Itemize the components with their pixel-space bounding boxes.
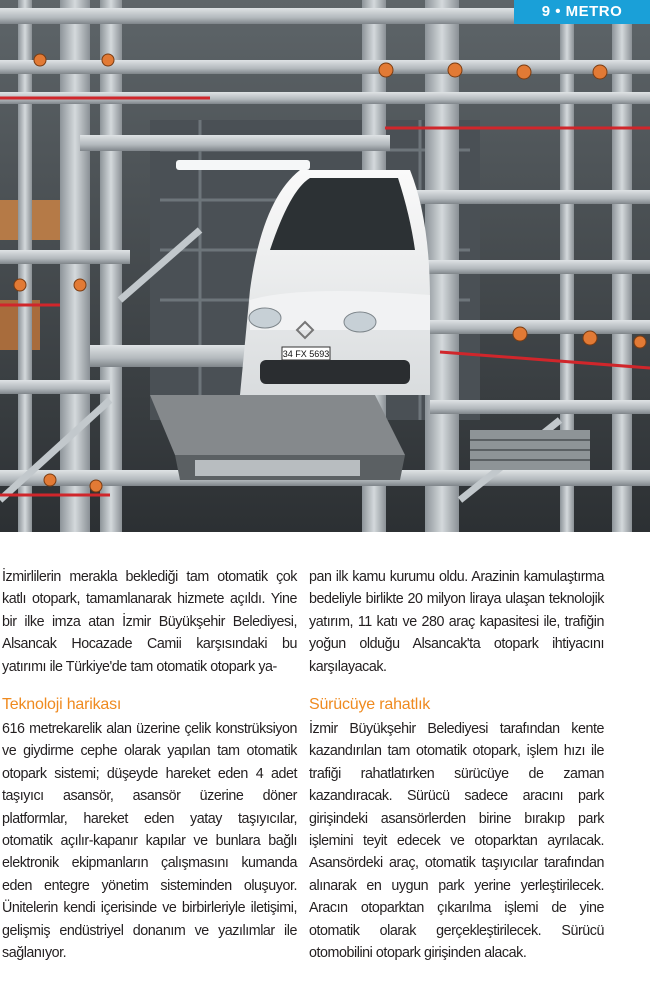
right-column [309, 566, 604, 965]
technology-paragraph: 616 metrekarelik alan üzerine çelik konstrüksiyon ve giydirme cephe olarak yapılan tam otomatik otopark sistemi; düşeyde hareket eden 4 adet taşıyıcı asansör, asansör üzerine döner platformlar, hareket eden yatay taşıyıcılar, otomatik açılır-kapanır kapılar ve bunlara bağlı elektronik ekipmanların çalışmasını kumanda eden entegre yönetim sisteminden oluşuyor. Ünitelerin kendi içerisinde ve birbirleriyle iletişimi, gelişmiş endüstriyel donanım ve yazılımlar ile sağlanıyor. [2, 721, 297, 962]
left-column [2, 566, 297, 965]
heading-driver-comfort: Sürücüye rahatlık [309, 696, 431, 714]
heading-technology: Teknoloji harikası [2, 696, 122, 714]
driver-comfort-paragraph: İzmir Büyükşehir Belediyesi tarafından kente kazandırılan tam otomatik otopark, işlem hızı ile trafiği rahatlatırken sürücüye de zaman kazandıracak. Sürücü sadece aracını park girişindeki asansörlerden birine bırakıp park işlemini teyit edecek ve otoparktan ayrılacak. Asansördeki araç, otomatik taşıyıcılar tarafından alınarak en uygun park yerine yerleştirilecek. Aracın otoparktan çıkarılma işlemi de yine otomatik olarak gerçekleştirilecek. Sürücü otomobilini otopark girişinden alacak. [309, 721, 604, 962]
license-plate: 34 FX 5693 [282, 349, 330, 359]
section-tag: 9 • METRO [514, 0, 650, 24]
intro-paragraph: İzmirlilerin merakla beklediği tam otomatik çok katlı otopark, tamamlanarak hizmete açıldı. Yine bir ilke imza atan İzmir Büyükşehir Belediyesi, Alsancak Hocazade Camii karşısındaki bu yatırımı ile Türkiye'de tam otomatik otopark ya- [2, 569, 297, 675]
continuation-paragraph: pan ilk kamu kurumu oldu. Arazinin kamulaştırma bedeliyle birlikte 20 milyon liraya ulaşan teknolojik yatırım, 11 katı ve 280 araç kapasitesi ile, trafiğin yoğun olduğu Alsancak'ta otopark ihtiyacını karşılayacak. [309, 569, 604, 675]
